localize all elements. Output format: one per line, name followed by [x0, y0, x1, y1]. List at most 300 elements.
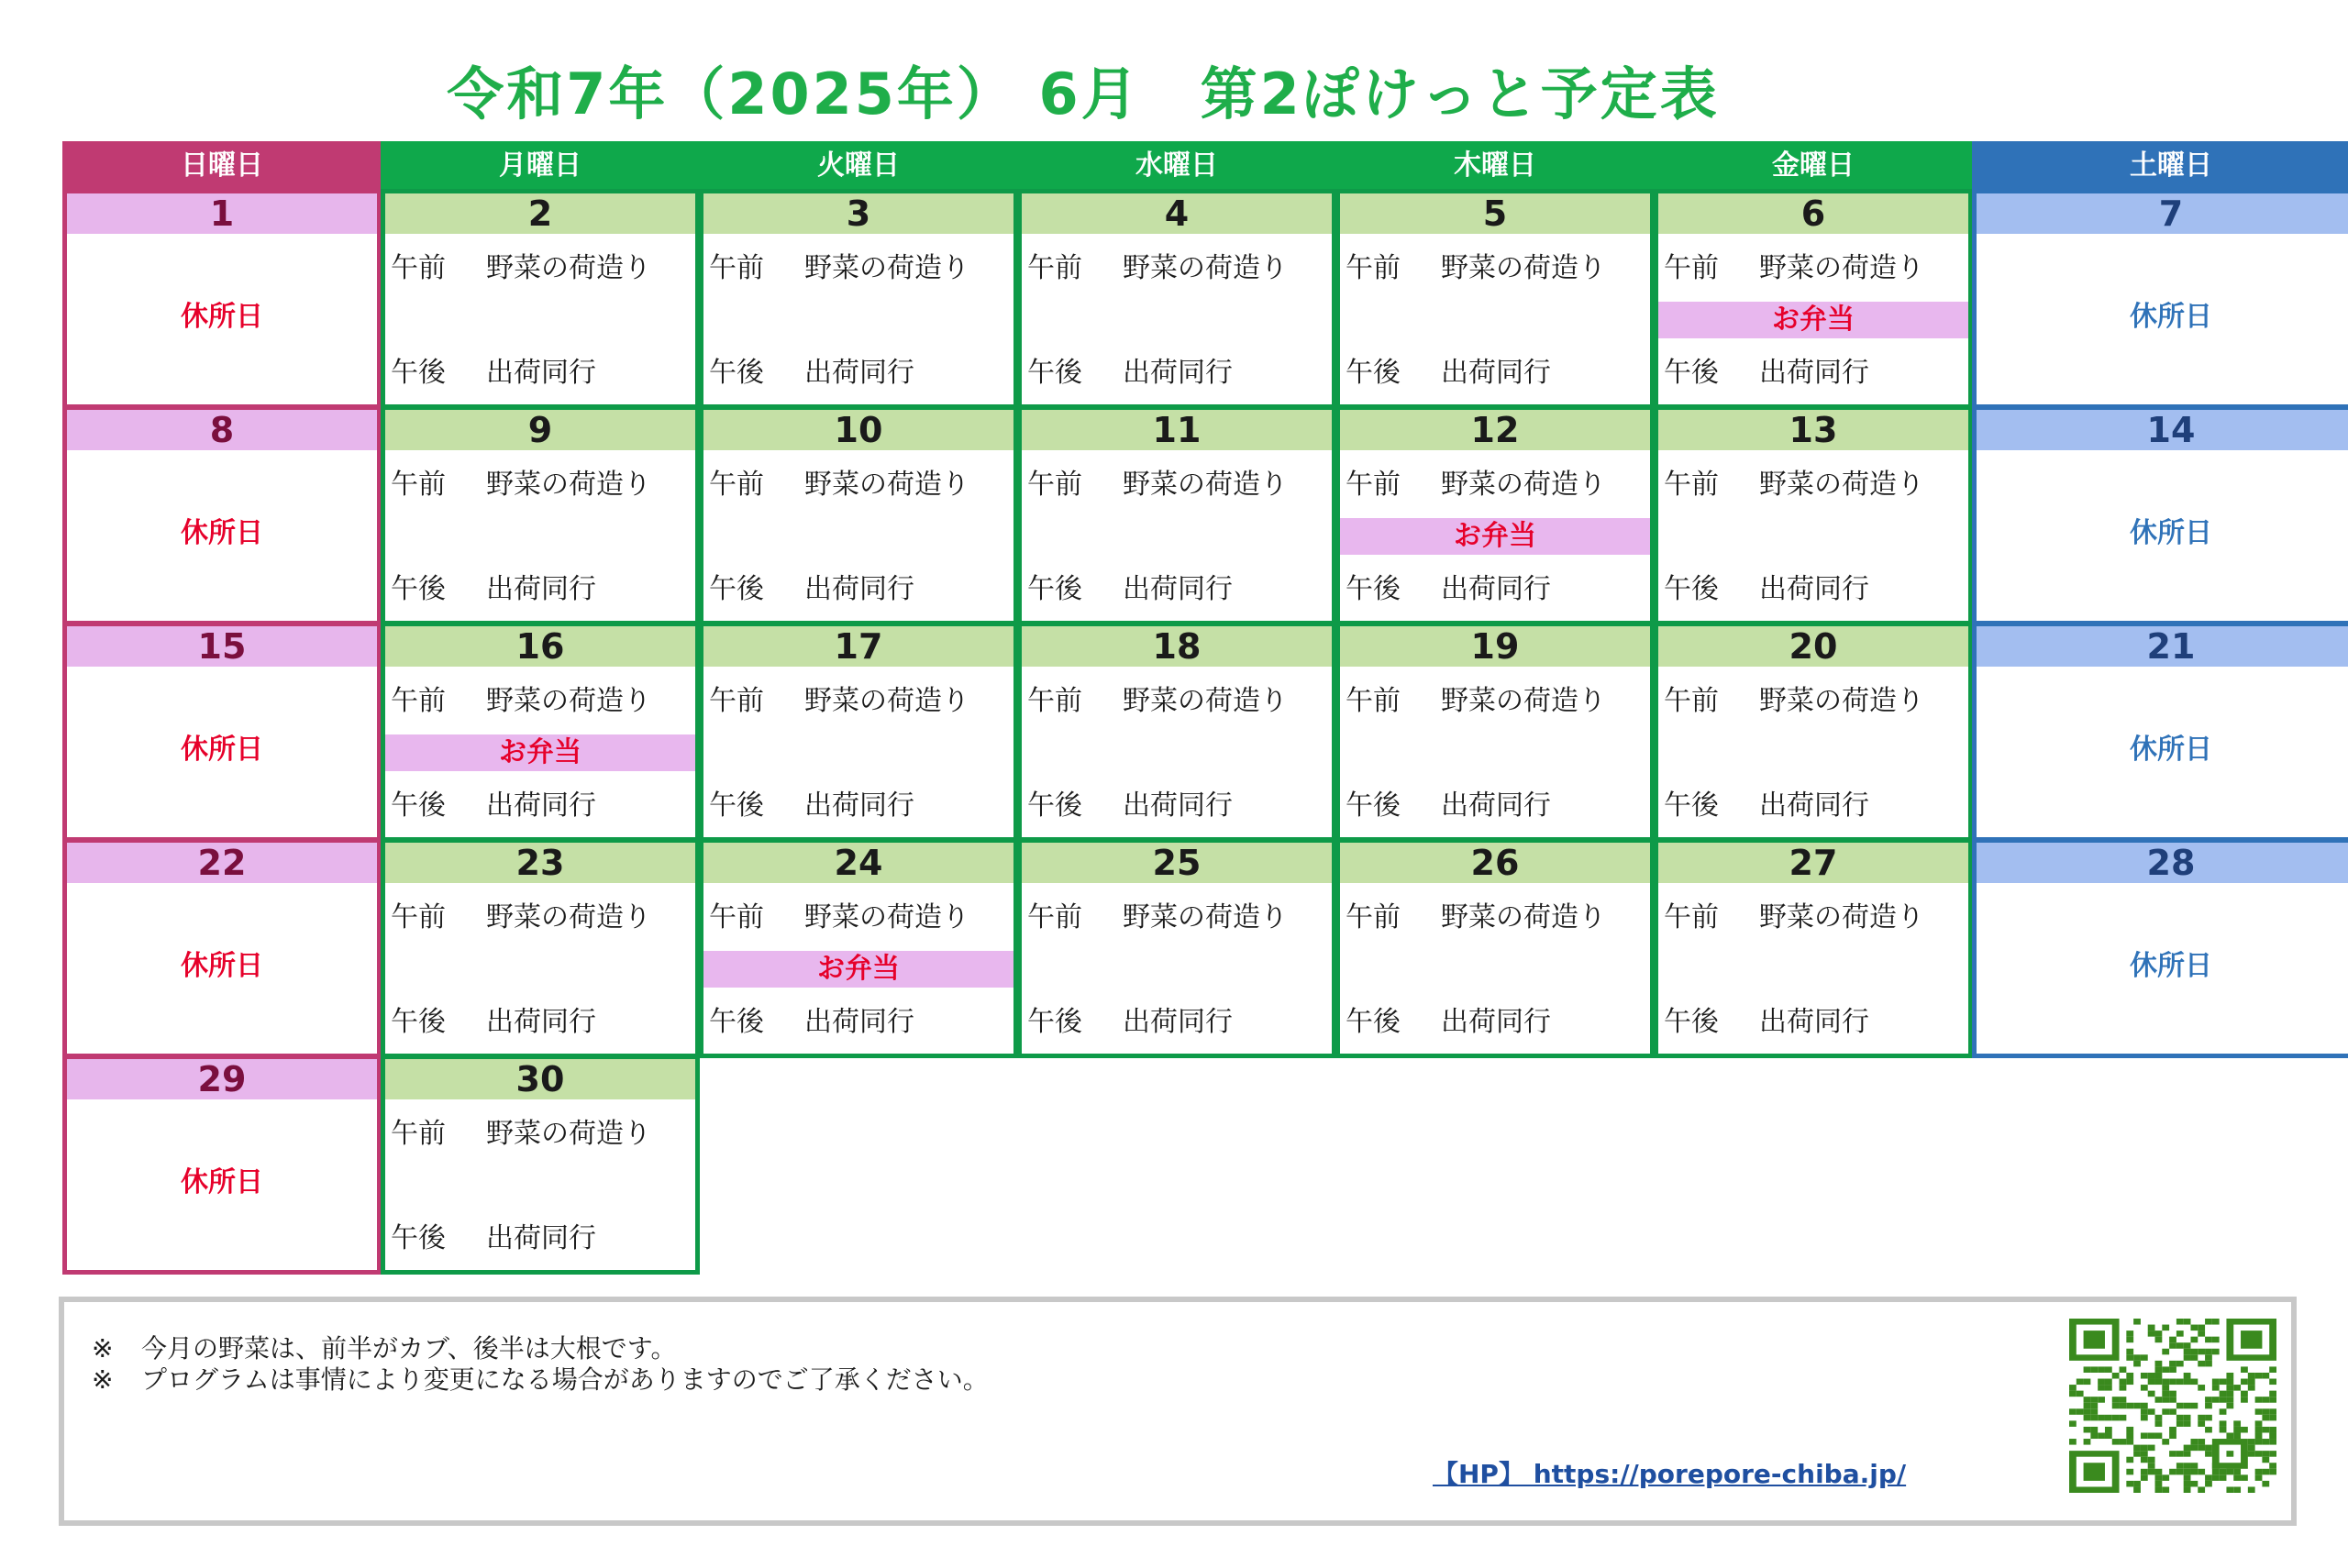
qr-module [2090, 1432, 2098, 1439]
day-cell-21 [1972, 622, 2348, 842]
qr-module [2220, 1427, 2227, 1433]
qr-module [2084, 1397, 2091, 1403]
pm-task: 出荷同行 [486, 1006, 596, 1038]
am-task: 野菜の荷造り [804, 252, 969, 284]
qr-module [2155, 1373, 2163, 1379]
qr-module [2162, 1391, 2169, 1397]
qr-module [2184, 1319, 2191, 1325]
qr-module [2141, 1385, 2148, 1391]
pm-label: 午後 [391, 790, 446, 822]
day-number: 26 [1340, 843, 1650, 883]
day-cell-26 [1335, 838, 1655, 1058]
qr-module [2120, 1366, 2127, 1373]
qr-module [2262, 1469, 2269, 1475]
qr-module [2220, 1397, 2227, 1403]
day-number: 9 [385, 410, 695, 450]
qr-module [2162, 1408, 2169, 1415]
qr-module [2148, 1469, 2155, 1475]
qr-module [2098, 1397, 2105, 1403]
am-schedule [1346, 900, 1650, 936]
homepage-link[interactable]: 【HP】 https://porepore-chiba.jp/ [1433, 1459, 1907, 1489]
pm-schedule [1664, 571, 1968, 608]
qr-module [2190, 1469, 2198, 1475]
pm-schedule [1346, 1004, 1650, 1041]
qr-module [2169, 1408, 2176, 1415]
qr-module [2141, 1457, 2148, 1463]
day-number: 19 [1340, 626, 1650, 667]
qr-module [2069, 1420, 2077, 1427]
qr-module [2241, 1391, 2248, 1397]
qr-module [2184, 1451, 2191, 1457]
pm-schedule [1664, 355, 1968, 392]
qr-module [2120, 1385, 2127, 1391]
pm-label: 午後 [709, 357, 764, 389]
qr-module [2255, 1469, 2263, 1475]
qr-module [2233, 1427, 2241, 1433]
bento-badge: お弁当 [1658, 302, 1968, 338]
qr-module [2155, 1432, 2163, 1439]
pm-task: 出荷同行 [1123, 1006, 1233, 1038]
pm-label: 午後 [391, 1222, 446, 1254]
am-schedule [1346, 250, 1650, 287]
qr-module [2220, 1420, 2227, 1427]
qr-module [2155, 1331, 2163, 1337]
qr-module [2233, 1486, 2241, 1493]
pm-schedule [709, 571, 1013, 608]
qr-module [2205, 1427, 2212, 1433]
pm-label: 午後 [1346, 357, 1401, 389]
qr-module [2205, 1415, 2212, 1421]
day-number: 7 [1977, 193, 2348, 234]
qr-module [2155, 1361, 2163, 1367]
am-task: 野菜の荷造り [1441, 901, 1606, 933]
qr-module [2198, 1361, 2205, 1367]
am-schedule [1027, 900, 1332, 936]
day-number: 17 [703, 626, 1013, 667]
qr-module [2233, 1432, 2241, 1439]
pm-task: 出荷同行 [1441, 1006, 1551, 1038]
am-task: 野菜の荷造り [1123, 901, 1288, 933]
am-schedule [709, 250, 1013, 287]
day-cell-11 [1017, 405, 1336, 625]
qr-module [2176, 1361, 2184, 1367]
qr-module [2255, 1427, 2263, 1433]
qr-module [2084, 1379, 2091, 1386]
qr-module [2169, 1469, 2176, 1475]
qr-module [2205, 1397, 2212, 1403]
note-text: 今月の野菜は、前半がカブ、後半は大根です。 [141, 1333, 677, 1364]
pm-label: 午後 [709, 790, 764, 822]
qr-module [2120, 1415, 2127, 1421]
qr-module [2105, 1379, 2112, 1386]
pm-label: 午後 [391, 573, 446, 605]
qr-module [2198, 1349, 2205, 1355]
qr-module [2212, 1469, 2220, 1475]
qr-module [2126, 1427, 2133, 1433]
qr-module [2248, 1373, 2255, 1379]
pm-schedule [391, 1220, 695, 1257]
qr-module [2233, 1385, 2241, 1391]
qr-module [2176, 1451, 2184, 1457]
am-label: 午前 [391, 901, 446, 933]
qr-module [2198, 1385, 2205, 1391]
pm-label: 午後 [1027, 573, 1082, 605]
am-task: 野菜の荷造り [486, 1118, 651, 1150]
pm-schedule [1027, 1004, 1332, 1041]
am-label: 午前 [1346, 685, 1401, 717]
qr-module [2198, 1486, 2205, 1493]
bento-badge: お弁当 [385, 734, 695, 771]
qr-module [2148, 1408, 2155, 1415]
qr-module [2269, 1469, 2276, 1475]
qr-module [2226, 1391, 2233, 1397]
qr-module [2212, 1319, 2220, 1325]
day-number: 3 [703, 193, 1013, 234]
qr-module [2077, 1408, 2084, 1415]
qr-module [2105, 1427, 2112, 1433]
am-label: 午前 [1664, 685, 1719, 717]
qr-module [2120, 1439, 2127, 1445]
note-mark: ※ [92, 1364, 114, 1395]
qr-module [2084, 1403, 2091, 1409]
qr-module [2255, 1408, 2263, 1415]
qr-module [2069, 1408, 2077, 1415]
pm-schedule [391, 355, 695, 392]
qr-module [2162, 1385, 2169, 1391]
qr-module [2148, 1463, 2155, 1469]
qr-module [2133, 1319, 2141, 1325]
day-cell-14 [1972, 405, 2348, 625]
qr-module [2226, 1403, 2233, 1409]
qr-module [2198, 1439, 2205, 1445]
qr-module [2069, 1391, 2077, 1397]
qr-module [2148, 1379, 2155, 1386]
qr-module [2262, 1408, 2269, 1415]
qr-module [2155, 1397, 2163, 1403]
qr-module [2169, 1361, 2176, 1367]
qr-module [2126, 1349, 2133, 1355]
day-number: 21 [1977, 626, 2348, 667]
qr-module [2176, 1331, 2184, 1337]
day-number: 22 [67, 843, 377, 883]
am-schedule [709, 683, 1013, 720]
day-number: 2 [385, 193, 695, 234]
qr-module [2248, 1451, 2255, 1457]
qr-module [2255, 1451, 2263, 1457]
pm-label: 午後 [1346, 573, 1401, 605]
qr-module [2162, 1439, 2169, 1445]
pm-label: 午後 [1027, 1006, 1082, 1038]
day-cell-29 [62, 1055, 382, 1275]
qr-module [2084, 1366, 2091, 1373]
closed-label: 休所日 [181, 517, 263, 549]
am-schedule [1027, 683, 1332, 720]
qr-module [2141, 1445, 2148, 1452]
qr-module [2262, 1451, 2269, 1457]
qr-module [2226, 1451, 2233, 1457]
am-label: 午前 [709, 469, 764, 501]
qr-module [2269, 1415, 2276, 1421]
day-cell-25 [1017, 838, 1336, 1058]
pm-task: 出荷同行 [1123, 790, 1233, 822]
am-schedule [1664, 900, 1968, 936]
closed-label: 休所日 [181, 950, 263, 982]
qr-module [2220, 1469, 2227, 1475]
qr-module [2190, 1403, 2198, 1409]
page-title: 令和7年（2025年） 6月 第2ぽけっと予定表 [447, 61, 1720, 127]
am-label: 午前 [1664, 901, 1719, 933]
am-schedule [391, 1116, 695, 1153]
qr-module [2190, 1349, 2198, 1355]
qr-module [2176, 1403, 2184, 1409]
qr-module [2233, 1469, 2241, 1475]
pm-schedule [1664, 788, 1968, 824]
qr-module [2255, 1439, 2263, 1445]
qr-module [2090, 1366, 2098, 1373]
day-number: 12 [1340, 410, 1650, 450]
pm-label: 午後 [709, 573, 764, 605]
qr-module [2148, 1445, 2155, 1452]
qr-module [2226, 1397, 2233, 1403]
day-cell-22 [62, 838, 382, 1058]
qr-module [2184, 1469, 2191, 1475]
qr-module [2141, 1432, 2148, 1439]
qr-module [2120, 1403, 2127, 1409]
am-label: 午前 [1346, 252, 1401, 284]
note-line-2 [92, 1364, 989, 1396]
qr-module [2169, 1391, 2176, 1397]
qr-module [2262, 1373, 2269, 1379]
pm-task: 出荷同行 [486, 357, 596, 389]
qr-module [2241, 1366, 2248, 1373]
qr-module [2233, 1474, 2241, 1481]
pm-label: 午後 [1346, 1006, 1401, 1038]
am-schedule [391, 900, 695, 936]
am-label: 午前 [391, 252, 446, 284]
qr-module [2269, 1463, 2276, 1469]
qr-module [2077, 1391, 2084, 1397]
qr-module [2155, 1379, 2163, 1386]
qr-module [2205, 1354, 2212, 1361]
qr-module [2220, 1391, 2227, 1397]
qr-module [2169, 1366, 2176, 1373]
qr-module [2269, 1366, 2276, 1373]
qr-module [2126, 1331, 2133, 1337]
qr-module [2162, 1325, 2169, 1331]
qr-module [2120, 1379, 2127, 1386]
am-label: 午前 [391, 685, 446, 717]
am-label: 午前 [1346, 901, 1401, 933]
day-number: 6 [1658, 193, 1968, 234]
day-cell-8 [62, 405, 382, 625]
am-schedule [1664, 250, 1968, 287]
qr-module [2198, 1445, 2205, 1452]
am-label: 午前 [1027, 252, 1082, 284]
day-number: 24 [703, 843, 1013, 883]
qr-module [2184, 1403, 2191, 1409]
am-label: 午前 [1664, 469, 1719, 501]
qr-module [2184, 1349, 2191, 1355]
qr-module [2184, 1481, 2191, 1487]
day-cell-9 [381, 405, 700, 625]
qr-module [2205, 1361, 2212, 1367]
day-number: 14 [1977, 410, 2348, 450]
weekday-header-friday: 金曜日 [1654, 141, 1973, 191]
closed-label: 休所日 [2130, 950, 2212, 982]
closed-label: 休所日 [181, 1166, 263, 1198]
day-cell-6 [1654, 189, 1973, 409]
qr-module [2262, 1457, 2269, 1463]
qr-module [2190, 1337, 2198, 1343]
day-cell-1 [62, 189, 382, 409]
pm-task: 出荷同行 [1123, 573, 1233, 605]
day-number: 27 [1658, 843, 1968, 883]
pm-task: 出荷同行 [1441, 573, 1551, 605]
qr-module [2148, 1432, 2155, 1439]
qr-module [2198, 1469, 2205, 1475]
qr-module [2112, 1373, 2120, 1379]
qr-module [2269, 1439, 2276, 1445]
pm-task: 出荷同行 [1759, 573, 1869, 605]
day-number: 28 [1977, 843, 2348, 883]
pm-task: 出荷同行 [1441, 790, 1551, 822]
qr-module [2212, 1337, 2220, 1343]
qr-module [2112, 1415, 2120, 1421]
day-number: 16 [385, 626, 695, 667]
qr-module [2155, 1337, 2163, 1343]
weekday-header-wednesday: 水曜日 [1017, 141, 1336, 191]
pm-schedule [1346, 571, 1650, 608]
qr-module [2126, 1439, 2133, 1445]
closed-label: 休所日 [2130, 734, 2212, 766]
qr-module [2262, 1397, 2269, 1403]
am-task: 野菜の荷造り [1759, 685, 1924, 717]
qr-module [2248, 1439, 2255, 1445]
day-number: 13 [1658, 410, 1968, 450]
qr-module [2133, 1486, 2141, 1493]
qr-module [2255, 1432, 2263, 1439]
pm-label: 午後 [1346, 790, 1401, 822]
pm-schedule [1346, 355, 1650, 392]
qr-module [2169, 1427, 2176, 1433]
qr-module [2105, 1385, 2112, 1391]
am-task: 野菜の荷造り [1759, 252, 1924, 284]
pm-label: 午後 [1664, 790, 1719, 822]
qr-module [2212, 1397, 2220, 1403]
qr-module [2133, 1451, 2141, 1457]
qr-module [2141, 1469, 2148, 1475]
qr-module [2126, 1337, 2133, 1343]
qr-module [2262, 1481, 2269, 1487]
day-cell-15 [62, 622, 382, 842]
am-label: 午前 [1027, 469, 1082, 501]
qr-module [2133, 1445, 2141, 1452]
pm-task: 出荷同行 [1759, 1006, 1869, 1038]
notes-box [59, 1297, 2297, 1526]
day-number: 4 [1022, 193, 1332, 234]
qr-module [2133, 1361, 2141, 1367]
am-schedule [1346, 467, 1650, 503]
qr-module [2233, 1420, 2241, 1427]
am-label: 午前 [1027, 685, 1082, 717]
qr-module [2098, 1366, 2105, 1373]
qr-module [2190, 1439, 2198, 1445]
pm-task: 出荷同行 [804, 357, 914, 389]
day-cell-20 [1654, 622, 1973, 842]
qr-module [2176, 1420, 2184, 1427]
qr-module [2205, 1319, 2212, 1325]
day-number: 11 [1022, 410, 1332, 450]
qr-module [2184, 1354, 2191, 1361]
qr-module [2169, 1342, 2176, 1349]
weekday-header-sunday: 日曜日 [62, 141, 382, 191]
day-cell-2 [381, 189, 700, 409]
qr-module [2205, 1474, 2212, 1481]
qr-module [2105, 1432, 2112, 1439]
qr-module [2098, 1415, 2105, 1421]
pm-label: 午後 [1664, 357, 1719, 389]
qr-module [2162, 1366, 2169, 1373]
am-task: 野菜の荷造り [1441, 685, 1606, 717]
day-cell-17 [699, 622, 1018, 842]
qr-module [2241, 1331, 2262, 1349]
note-text: プログラムは事情により変更になる場合がありますのでご了承ください。 [141, 1364, 989, 1395]
qr-module [2269, 1379, 2276, 1386]
qr-module [2141, 1415, 2148, 1421]
qr-module [2205, 1481, 2212, 1487]
day-cell-5 [1335, 189, 1655, 409]
qr-module [2205, 1349, 2212, 1355]
am-schedule [1664, 467, 1968, 503]
qr-module [2176, 1379, 2184, 1386]
qr-module [2120, 1397, 2127, 1403]
qr-module [2226, 1385, 2233, 1391]
qr-module [2169, 1379, 2176, 1386]
qr-module [2198, 1325, 2205, 1331]
day-cell-28 [1972, 838, 2348, 1058]
qr-module [2269, 1451, 2276, 1457]
qr-module [2155, 1474, 2163, 1481]
qr-module [2126, 1403, 2133, 1409]
qr-module [2133, 1354, 2141, 1361]
qr-module [2141, 1451, 2148, 1457]
qr-module [2155, 1481, 2163, 1487]
qr-module [2148, 1391, 2155, 1397]
pm-label: 午後 [709, 1006, 764, 1038]
qr-module [2148, 1457, 2155, 1463]
qr-module [2084, 1463, 2105, 1481]
day-number: 15 [67, 626, 377, 667]
am-task: 野菜の荷造り [1123, 685, 1288, 717]
pm-schedule [709, 355, 1013, 392]
day-cell-13 [1654, 405, 1973, 625]
qr-module [2069, 1439, 2077, 1445]
qr-module [2090, 1408, 2098, 1415]
am-schedule [1027, 467, 1332, 503]
am-schedule [391, 683, 695, 720]
qr-module [2098, 1385, 2105, 1391]
qr-module [2190, 1379, 2198, 1386]
am-task: 野菜の荷造り [1441, 469, 1606, 501]
qr-module [2226, 1469, 2233, 1475]
day-cell-12 [1335, 405, 1655, 625]
qr-module [2112, 1397, 2120, 1403]
qr-module [2198, 1420, 2205, 1427]
day-cell-23 [381, 838, 700, 1058]
qr-module [2226, 1432, 2233, 1439]
day-number: 10 [703, 410, 1013, 450]
qr-module [2220, 1408, 2227, 1415]
